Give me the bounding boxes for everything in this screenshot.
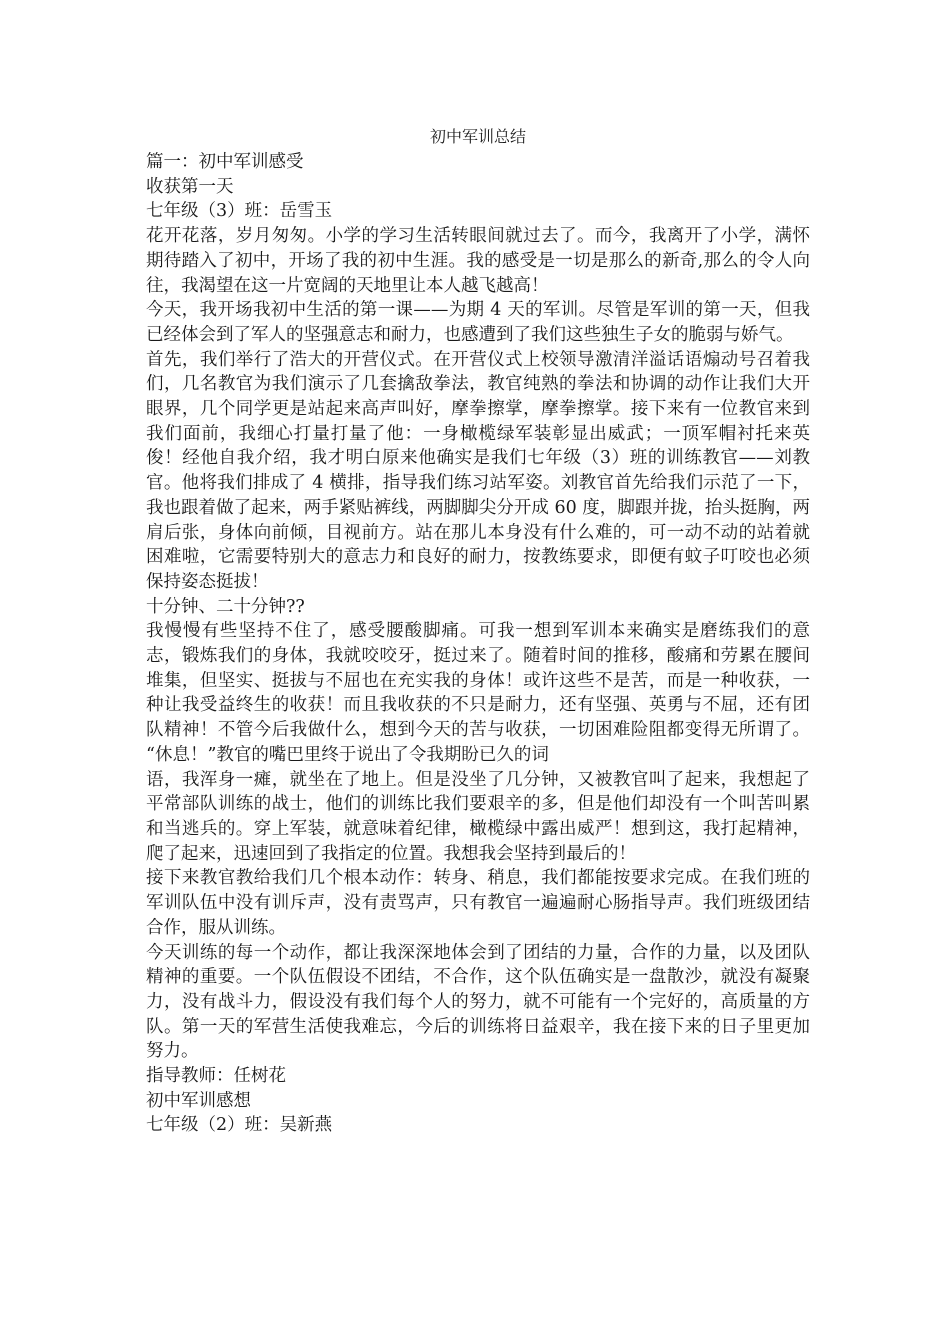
essay-title: 初中军训感想: [146, 1090, 251, 1111]
body-paragraph: 今天训练的每一个动作，都让我深深地体会到了团结的力量，合作的力量，以及团队精神的重要。一个队伍假设不团结，不合作，这个队伍确实是一盘散沙，就没有凝聚力，没有战斗力，假设没有我们每个人的努力，就不可能有一个完好的，高质量的方队。第一天的军营生活使我难忘，今后的训练将日益艰辛，我在接下来的日子里更加努力。: [146, 942, 810, 1062]
body-paragraph: 花开花落，岁月匆匆。小学的学习生活转眼间就过去了。而今，我离开了小学，满怀期待踏入了初中，开场了我的初中生涯。我的感受是一切是那么的新奇,那么的令人向往，我渴望在这一片宽阔的天地里让本人越飞越高！: [146, 226, 810, 296]
body-paragraph: 语，我浑身一瘫，就坐在了地上。但是没坐了几分钟，又被教官叫了起来，我想起了平常部队训练的战士，他们的训练比我们要艰辛的多，但是他们却没有一个叫苦叫累和当逃兵的。穿上军装，就意味着纪律，橄榄绿中露出威严！想到这，我打起精神，爬了起来，迅速回到了我指定的位置。我想我会坚持到最后的！: [146, 769, 810, 864]
teacher-line: 指导教师：任树花: [146, 1066, 286, 1087]
essay-title: 收获第一天: [146, 176, 234, 197]
author-line: 七年级（3）班：岳雪玉: [146, 201, 333, 222]
document-title: 初中军训总结: [429, 127, 526, 146]
body-paragraph: 今天，我开场我初中生活的第一课——为期 4 天的军训。尽管是军训的第一天，但我已经体会到了军人的坚强意志和耐力，也感遭到了我们这些独生子女的脆弱与娇气。: [146, 300, 810, 345]
author-line: 七年级（2）班：吴新燕: [146, 1115, 333, 1136]
body-paragraph: 接下来教官教给我们几个根本动作：转身、稍息，我们都能按要求完成。在我们班的军训队伍中没有训斥声，没有责骂声，只有教官一遍遍耐心肠指导声。我们班级团结合作，服从训练。: [146, 868, 810, 938]
document-page: [146, 124, 810, 1138]
section-heading: 篇一：初中军训感受: [146, 152, 304, 172]
body-paragraph: 我慢慢有些坚持不住了，感受腰酸脚痛。可我一想到军训本来确实是磨练我们的意志，锻炼我们的身体，我就咬咬牙，挺过来了。随着时间的推移，酸痛和劳累在腰间堆集，但坚实、挺拔与不屈也在充实我的身体！或许这些不是苦，而是一种收获，一种让我受益终生的收获！而且我收获的不只是耐力，还有坚强、英勇与不屈，还有团队精神！不管今后我做什么，想到今天的苦与收获，一切困难险阻都变得无所谓了。 “休息！”教官的嘴巴里终于说出了令我期盼已久的词: [146, 621, 810, 765]
body-paragraph: 首先，我们举行了浩大的开营仪式。在开营仪式上校领导激清洋溢话语煽动号召着我们，几名教官为我们演示了几套擒敌拳法，教官纯熟的拳法和协调的动作让我们大开眼界，几个同学更是站起来高声叫好，摩拳擦掌，摩拳擦掌。接下来有一位教官来到我们面前，我细心打量打量了他：一身橄榄绿军装彰显出威武；一顶军帽衬托来英俊！经他自我介绍，我才明白原来他确实是我们七年级（3）班的训练教官——刘教官。他将我们排成了 4 横排，指导我们练习站军姿。刘教官首先给我们示范了一下，我也跟着做了起来，两手紧贴裤线，两脚脚尖分开成 60 度，脚跟并拢，抬头挺胸，两肩后张，身体向前倾，目视前方。站在那儿本身没有什么难的，可一动不动的站着就困难啦，它需要特别大的意志力和良好的耐力，按教练要求，即便有蚊子叮咬也必须保持姿态挺拔！: [146, 349, 810, 592]
body-paragraph: 十分钟、二十分钟??: [146, 596, 305, 617]
